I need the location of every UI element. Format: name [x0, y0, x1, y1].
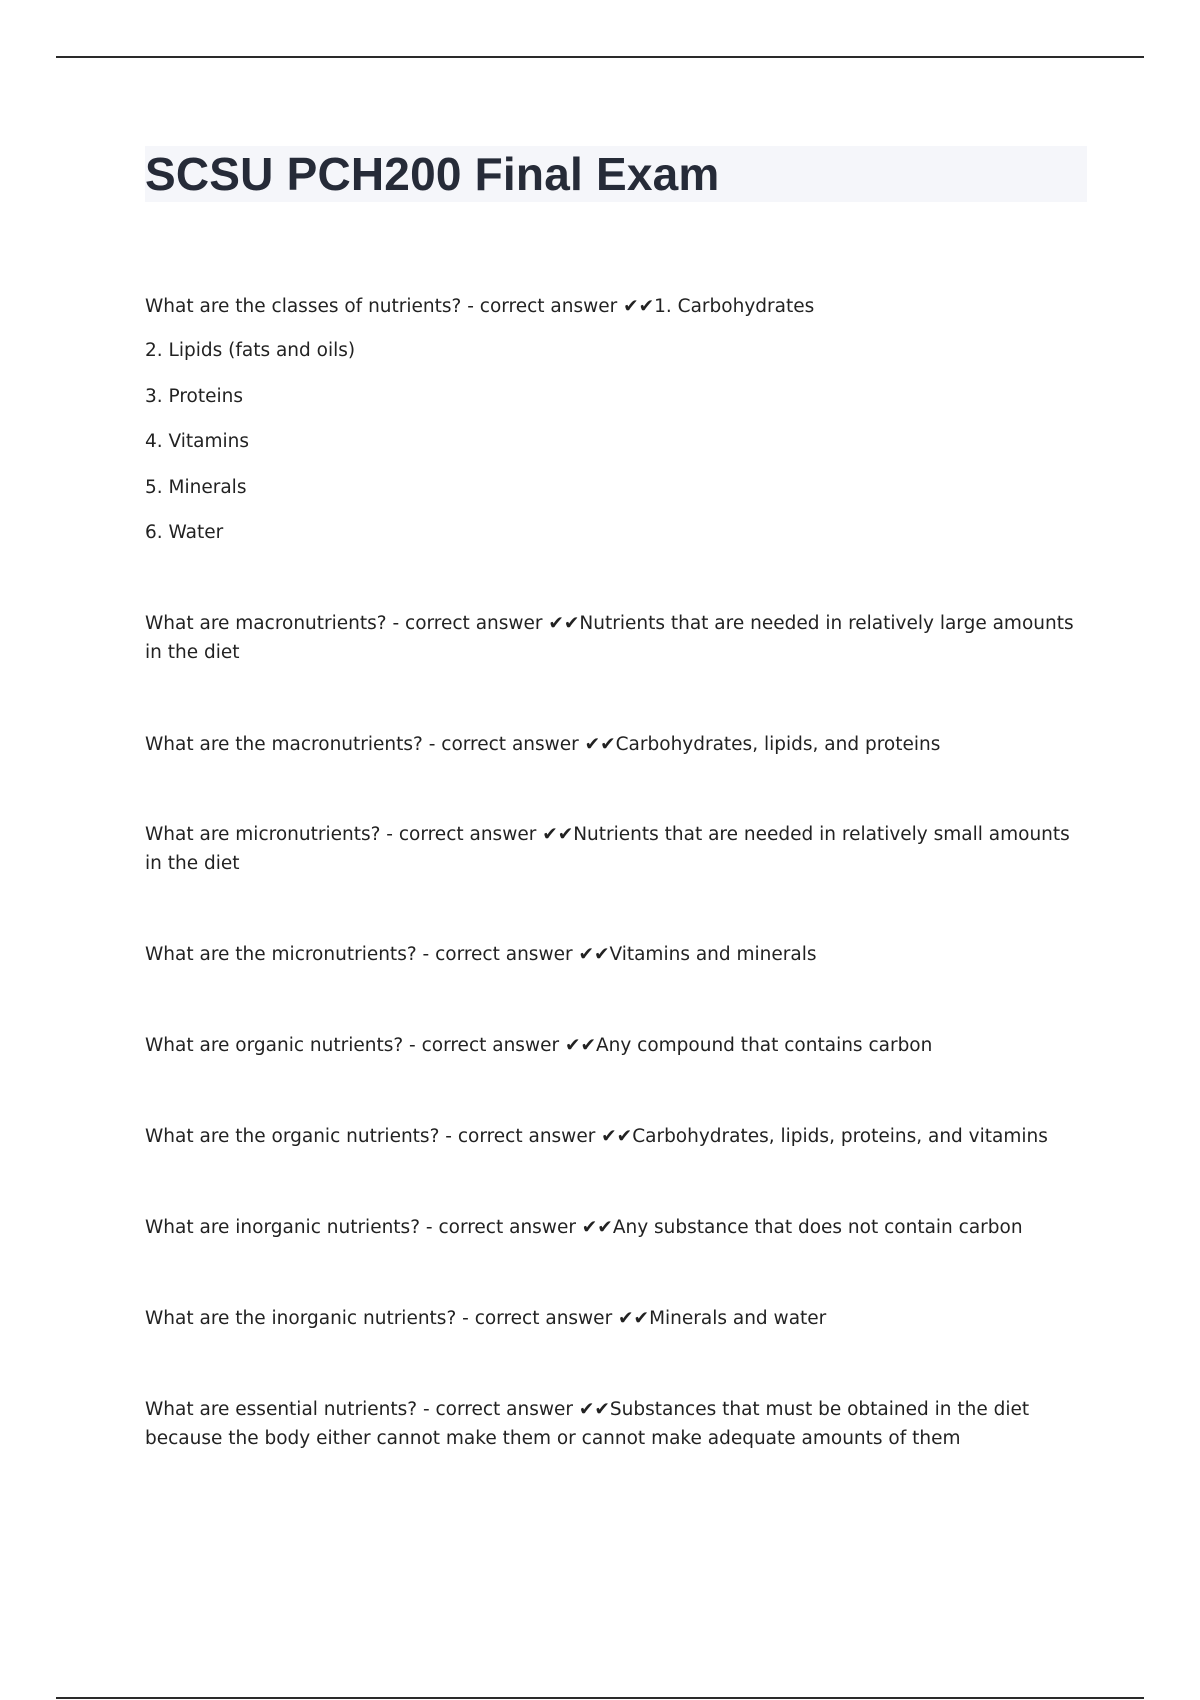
- list-item: 5. Minerals: [145, 477, 247, 498]
- answer-text: Nutrients that are needed in relatively small amounts in the diet: [145, 824, 1070, 874]
- question-text: What are macronutrients? - correct answer ✔✔: [145, 613, 580, 634]
- qa-item-4: [145, 820, 1090, 878]
- qa-item-8: [145, 1213, 1090, 1242]
- qa-item-6: [145, 1031, 1090, 1060]
- answer-text: 1. Carbohydrates: [654, 296, 815, 317]
- answer-text: Carbohydrates, lipids, proteins, and vitamins: [632, 1126, 1048, 1147]
- qa-item-1: [145, 292, 1090, 321]
- question-text: What are inorganic nutrients? - correct answer ✔✔: [145, 1217, 613, 1238]
- question-text: What are the macronutrients? - correct answer ✔✔: [145, 734, 616, 755]
- question-text: What are the organic nutrients? - correct answer ✔✔: [145, 1126, 633, 1147]
- answer-text: Carbohydrates, lipids, and proteins: [615, 734, 941, 755]
- answer-text: Nutrients that are needed in relatively large amounts in the diet: [145, 613, 1074, 663]
- answer-text: Vitamins and minerals: [609, 944, 817, 965]
- question-text: What are organic nutrients? - correct answer ✔✔: [145, 1035, 596, 1056]
- question-text: What are micronutrients? - correct answer ✔✔: [145, 824, 574, 845]
- qa-item-10: [145, 1395, 1090, 1453]
- list-item: 3. Proteins: [145, 386, 244, 407]
- question-text: What are essential nutrients? - correct answer ✔✔: [145, 1399, 610, 1420]
- list-item: 6. Water: [145, 522, 224, 543]
- bottom-rule: [56, 1697, 1144, 1699]
- qa-item-2: [145, 609, 1090, 667]
- top-rule: [56, 56, 1144, 58]
- question-text: What are the micronutrients? - correct answer ✔✔: [145, 944, 610, 965]
- qa-item-3: [145, 730, 1090, 759]
- answer-text: Minerals and water: [649, 1308, 827, 1329]
- question-text: What are the classes of nutrients? - correct answer ✔✔: [145, 296, 655, 317]
- list-item: 2. Lipids (fats and oils): [145, 340, 356, 361]
- qa-item-9: [145, 1304, 1090, 1333]
- document-title: SCSU PCH200 Final Exam: [145, 148, 720, 200]
- answer-text: Any compound that contains carbon: [595, 1035, 933, 1056]
- qa-item-7: [145, 1122, 1090, 1151]
- answer-text: Substances that must be obtained in the diet because the body either cannot make them or cannot make adequate amounts of them: [145, 1399, 1030, 1449]
- question-text: What are the inorganic nutrients? - correct answer ✔✔: [145, 1308, 650, 1329]
- list-item: 4. Vitamins: [145, 431, 250, 452]
- qa-item-5: [145, 940, 1090, 969]
- answer-text: Any substance that does not contain carbon: [612, 1217, 1023, 1238]
